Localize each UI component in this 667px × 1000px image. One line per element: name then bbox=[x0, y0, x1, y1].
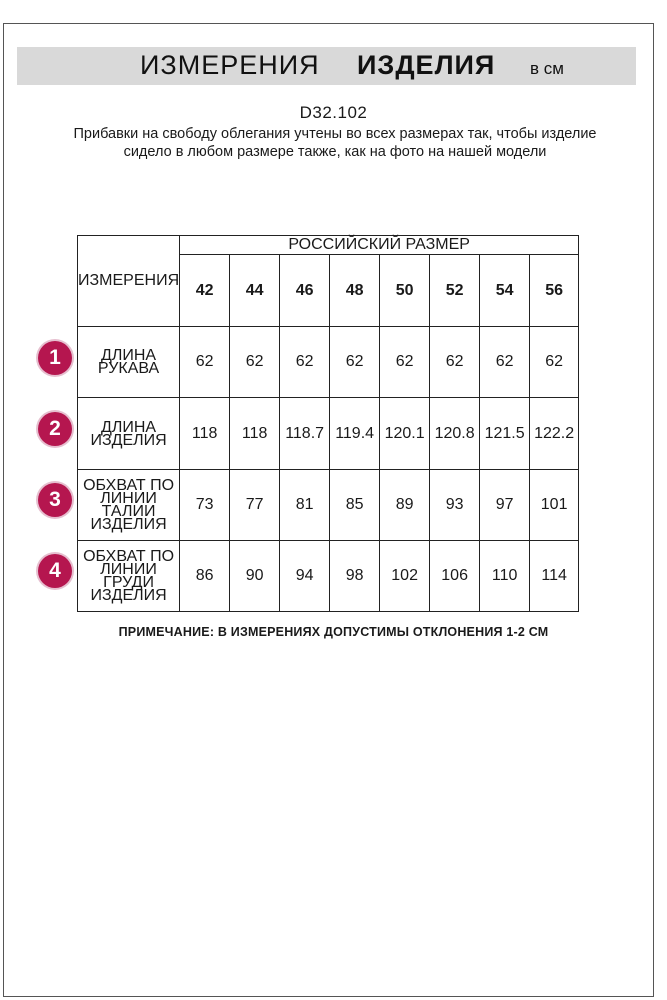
table-row bbox=[78, 541, 579, 612]
table-cell: 122.2 bbox=[530, 398, 579, 470]
table-cell: 102 bbox=[380, 541, 430, 612]
table-cell: 73 bbox=[180, 470, 230, 541]
table-cell: 90 bbox=[230, 541, 280, 612]
size-header: 50 bbox=[380, 255, 430, 327]
row-label: ОБХВАТ ПО ЛИНИИ ГРУДИ ИЗДЕЛИЯ bbox=[78, 541, 180, 612]
row-number-badge: 4 bbox=[38, 554, 72, 588]
table-cell: 110 bbox=[480, 541, 530, 612]
table-cell: 93 bbox=[430, 470, 480, 541]
table-cell: 98 bbox=[330, 541, 380, 612]
table-cell: 97 bbox=[480, 470, 530, 541]
row-number-badge: 3 bbox=[38, 483, 72, 517]
size-header: 52 bbox=[430, 255, 480, 327]
table-row bbox=[78, 327, 579, 398]
size-header: 56 bbox=[530, 255, 579, 327]
size-header: 48 bbox=[330, 255, 380, 327]
table-cell: 86 bbox=[180, 541, 230, 612]
page-title-light: ИЗМЕРЕНИЯ bbox=[140, 50, 320, 80]
row-label: ОБХВАТ ПО ЛИНИИ ТАЛИИ ИЗДЕЛИЯ bbox=[78, 470, 180, 541]
tolerance-note: ПРИМЕЧАНИЕ: В ИЗМЕРЕНИЯХ ДОПУСТИМЫ ОТКЛОНЕНИЯ 1-2 СМ bbox=[118, 625, 549, 639]
table-cell: 121.5 bbox=[480, 398, 530, 470]
size-header: 44 bbox=[230, 255, 280, 327]
table-cell: 62 bbox=[530, 327, 579, 398]
table-cell: 77 bbox=[230, 470, 280, 541]
size-header: 54 bbox=[480, 255, 530, 327]
table-cell: 62 bbox=[430, 327, 480, 398]
table-cell: 118.7 bbox=[280, 398, 330, 470]
table-cell: 62 bbox=[380, 327, 430, 398]
size-table bbox=[77, 235, 579, 612]
table-cell: 94 bbox=[280, 541, 330, 612]
table-cell: 119.4 bbox=[330, 398, 380, 470]
table-row bbox=[78, 398, 579, 470]
table-cell: 120.8 bbox=[430, 398, 480, 470]
table-cell: 62 bbox=[180, 327, 230, 398]
table-cell: 118 bbox=[180, 398, 230, 470]
table-cell: 85 bbox=[330, 470, 380, 541]
size-group-label: РОССИЙСКИЙ РАЗМЕР bbox=[180, 236, 579, 255]
fit-description: Прибавки на свободу облегания учтены во всех размерах так, чтобы изделие сидело в любом размере также, как на фото на нашей модели bbox=[73, 126, 597, 160]
table-cell: 120.1 bbox=[380, 398, 430, 470]
table-cell: 62 bbox=[480, 327, 530, 398]
table-cell: 62 bbox=[330, 327, 380, 398]
corner-label: ИЗМЕРЕНИЯ bbox=[78, 236, 180, 327]
table-cell: 118 bbox=[230, 398, 280, 470]
page-title-bold: ИЗДЕЛИЯ bbox=[357, 50, 496, 80]
article-number: D32.102 bbox=[299, 103, 368, 122]
row-label: ДЛИНА ИЗДЕЛИЯ bbox=[78, 398, 180, 470]
table-row bbox=[78, 470, 579, 541]
row-number-badge: 1 bbox=[38, 341, 72, 375]
table-cell: 62 bbox=[280, 327, 330, 398]
row-number-badge: 2 bbox=[38, 412, 72, 446]
size-header: 42 bbox=[180, 255, 230, 327]
table-cell: 89 bbox=[380, 470, 430, 541]
table-cell: 62 bbox=[230, 327, 280, 398]
table-cell: 81 bbox=[280, 470, 330, 541]
unit-label: в см bbox=[530, 59, 564, 78]
table-cell: 101 bbox=[530, 470, 579, 541]
table-cell: 106 bbox=[430, 541, 480, 612]
row-label: ДЛИНА РУКАВА bbox=[78, 327, 180, 398]
size-header: 46 bbox=[280, 255, 330, 327]
table-cell: 114 bbox=[530, 541, 579, 612]
